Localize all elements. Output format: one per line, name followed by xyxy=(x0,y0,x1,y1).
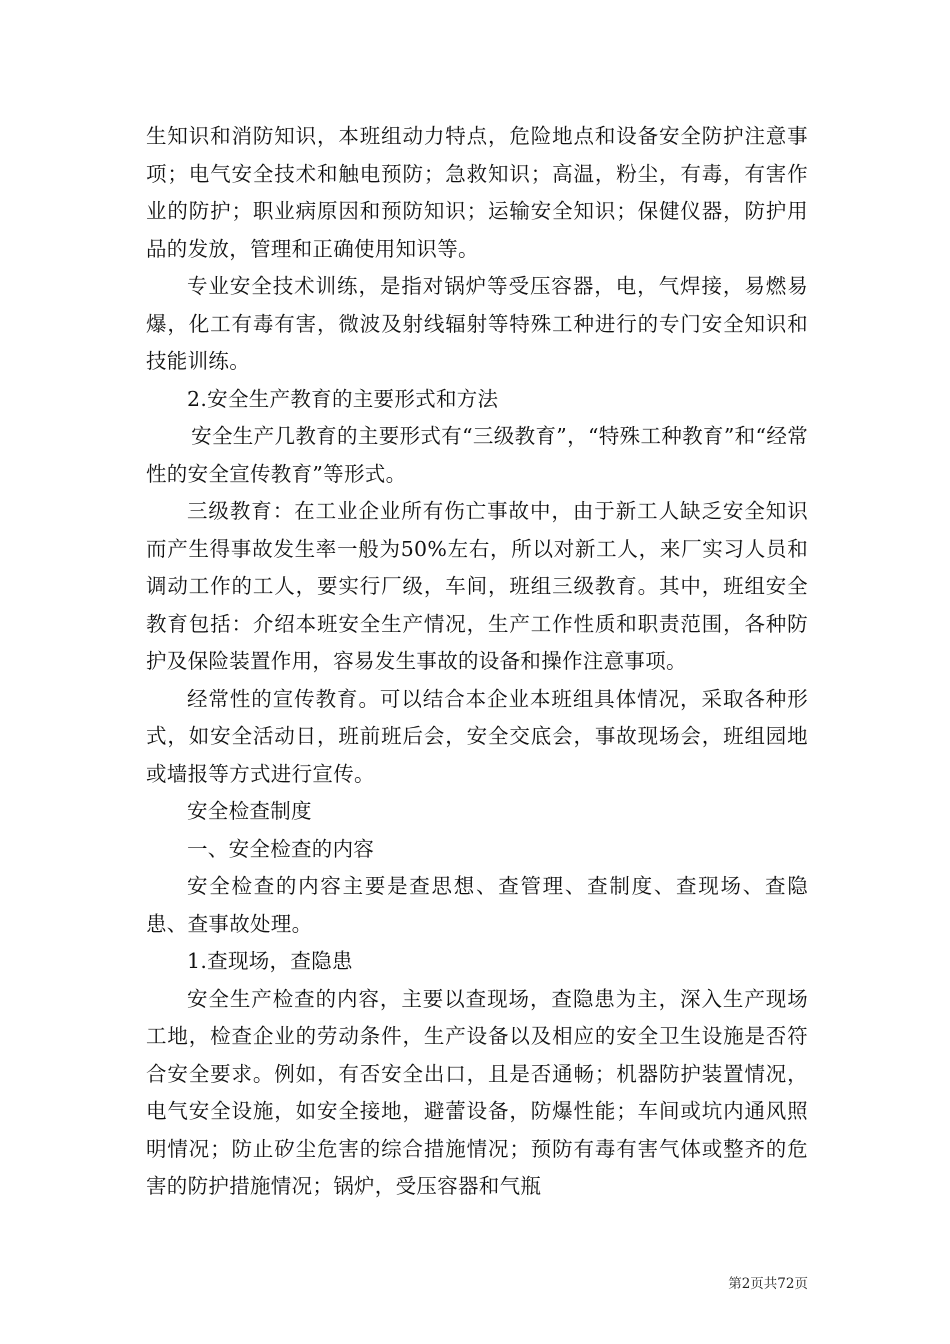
subheading-inspection-content: 一、安全检查的内容 xyxy=(187,836,375,861)
paragraph-education-forms: 安全生产几教育的主要形式有“三级教育”，“特殊工种教育”和“经常性的安全宣传教育”等形式。 xyxy=(146,424,808,486)
subheading-site-hazards: 1.查现场，查隐患 xyxy=(187,949,353,973)
paragraph-site-inspection: 安全生产检查的内容，主要以查现场，查隐患为主，深入生产现场工地，检查企业的劳动条件，生产设备以及相应的安全卫生设施是否符合安全要求。例如，有否安全出口，且是否通畅；机器防护装置情况，电气安全设施，如安全接地，避蕾设备，防爆性能；车间或坑内通风照明情况；防止矽尘危害的综合措施情况；预防有毒有害气体或整齐的危害的防护措施情况；锅炉，受压容器和气瓶 xyxy=(146,986,808,1198)
paragraph-special-training: 专业安全技术训练，是指对锅炉等受压容器，电，气焊接，易燃易爆，化工有毒有害，微波及射线辐射等特殊工种进行的专门安全知识和技能训练。 xyxy=(146,274,808,373)
paragraph-three-level-education: 三级教育：在工业企业所有伤亡事故中，由于新工人缺乏安全知识而产生得事故发生率一般为50%左右，所以对新工人，来厂实习人员和调动工作的工人，要实行厂级，车间，班组三级教育。其中，班组安全教育包括：介绍本班安全生产情况，生产工作性质和职责范围，各种防护及保险装置作用，容易发生事故的设备和操作注意事项。 xyxy=(146,499,808,673)
page-number: 第2页共72页 xyxy=(728,1276,808,1292)
section-title-inspection-system: 安全检查制度 xyxy=(187,799,312,823)
subheading-education-forms: 2.安全生产教育的主要形式和方法 xyxy=(187,386,499,411)
paragraph-inspection-content: 安全检查的内容主要是查思想、查管理、查制度、查现场、查隐患、查事故处理。 xyxy=(146,874,808,936)
paragraph-continuation: 生知识和消防知识，本班组动力特点，危险地点和设备安全防护注意事项；电气安全技术和触电预防；急救知识；高温，粉尘，有毒，有害作业的防护；职业病原因和预防知识；运输安全知识；保健仪器，防护用品的发放，管理和正确使用知识等。 xyxy=(146,124,808,261)
paragraph-regular-education: 经常性的宣传教育。可以结合本企业本班组具体情况，采取各种形式，如安全活动日，班前班后会，安全交底会，事故现场会，班组园地或墙报等方式进行宣传。 xyxy=(146,686,808,786)
document-body xyxy=(146,118,808,1206)
